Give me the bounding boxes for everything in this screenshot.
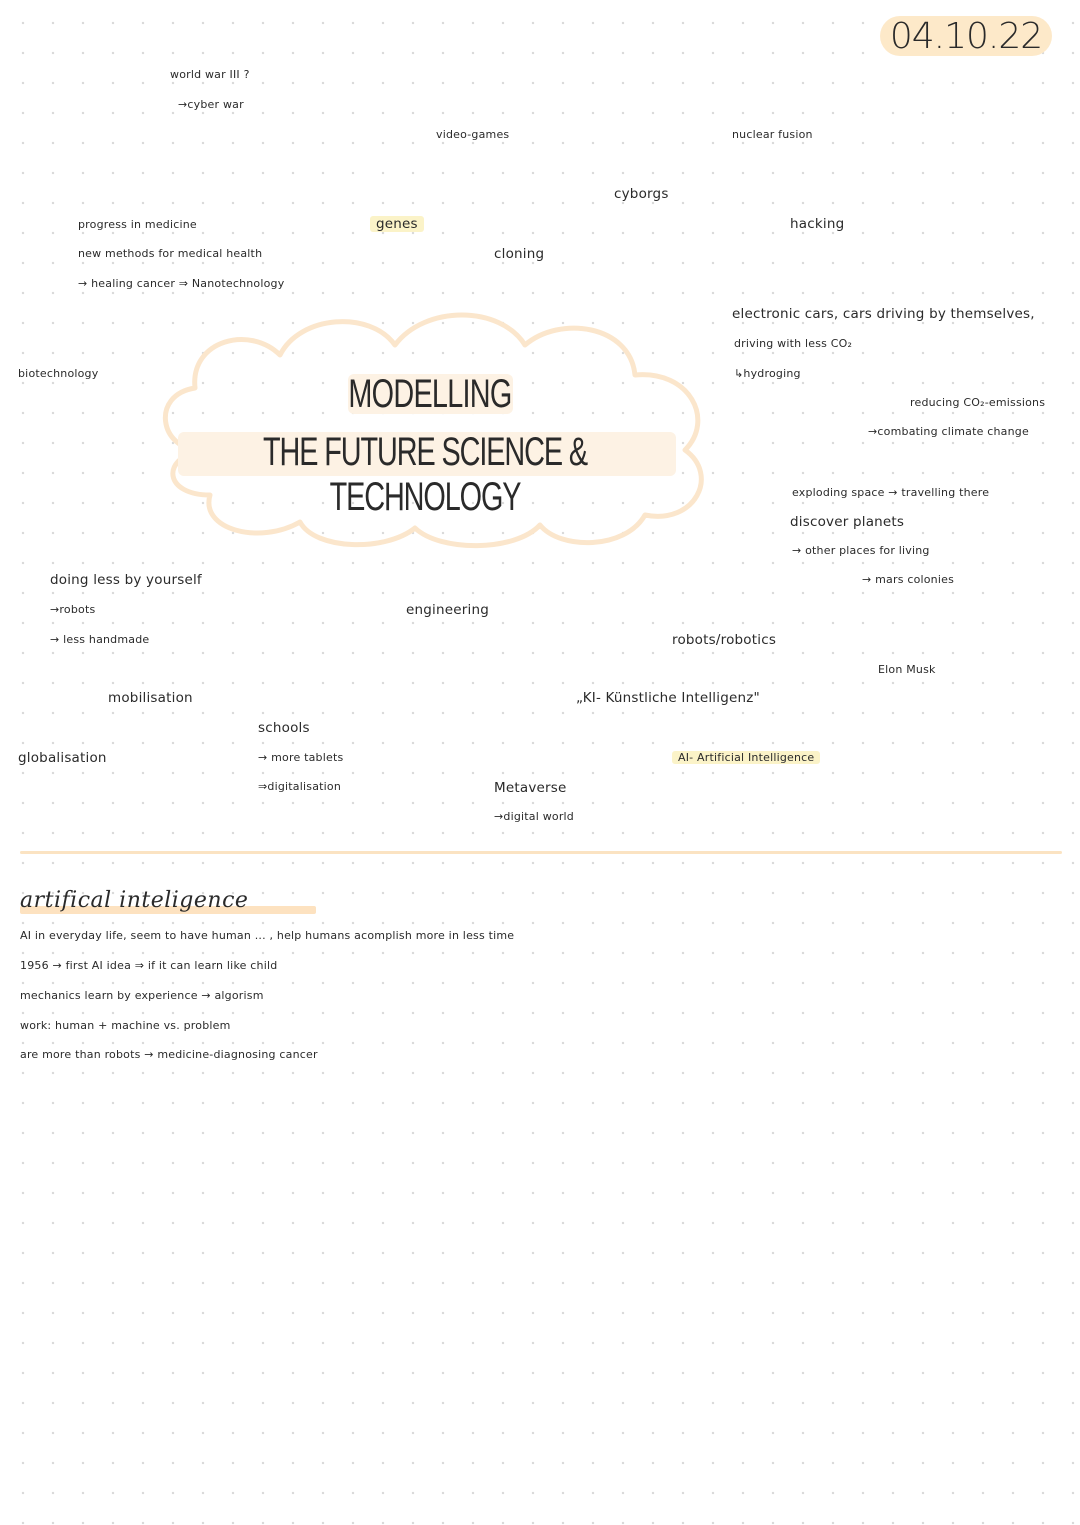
note-ai-label: AI- Artificial Intelligence [672,751,820,764]
note-mars-colonies: → mars colonies [862,573,955,586]
date-badge: 04.10.22 [880,16,1052,56]
note-exploding-space: exploding space → travelling there [792,486,990,499]
page-title-line-2: THE FUTURE SCIENCE & TECHNOLOGY [262,430,588,519]
ai-line: mechanics learn by experience → algorism [20,989,264,1002]
note-electronic-cars: electronic cars, cars driving by themselves, [732,306,1035,322]
note-biotechnology: biotechnology [18,367,99,380]
note-mobilisation: mobilisation [108,690,193,706]
note-metaverse: Metaverse [494,780,567,796]
note-nuclear-fusion: nuclear fusion [732,128,813,141]
note-doing-less: doing less by yourself [50,572,202,588]
note-cloning: cloning [494,246,545,262]
ai-line: are more than robots → medicine-diagnosing cancer [20,1048,318,1061]
page-title-line-1: MODELLING [348,372,512,416]
note-less-handmade: → less handmade [50,633,150,646]
note-reducing-co2: reducing CO₂-emissions [910,396,1046,409]
note-discover-planets: discover planets [790,514,905,530]
note-globalisation: globalisation [18,750,107,766]
note-hacking: hacking [790,216,845,232]
note-healing-cancer: → healing cancer ⇒ Nanotechnology [78,277,285,290]
note-cyber-war: →cyber war [178,98,244,111]
note-cyborgs: cyborgs [614,186,669,202]
note-new-methods: new methods for medical health [78,247,263,260]
ai-line: AI in everyday life, seem to have human ... , help humans acomplish more in less time [20,929,515,942]
note-world-war: world war III ? [170,68,250,81]
note-hydroging: ↳hydroging [734,367,801,380]
note-elon: Elon Musk [878,663,936,676]
section-divider [20,851,1062,854]
note-other-places: → other places for living [792,544,930,557]
note-video-games: video-games [436,128,510,141]
ai-line: 1956 → first AI idea ⇒ if it can learn like child [20,959,278,972]
note-more-tablets: → more tablets [258,751,344,764]
note-combating: →combating climate change [868,425,1029,438]
section-heading: artifical inteligence [20,888,249,913]
note-ki: „KI- Künstliche Intelligenz" [576,690,760,706]
note-robotics: robots/robotics [672,632,777,648]
note-genes: genes [370,216,424,232]
note-schools: schools [258,720,310,736]
note-progress-medicine: progress in medicine [78,218,197,231]
note-engineering: engineering [406,602,489,618]
note-digitalisation: ⇒digitalisation [258,780,342,793]
note-robots: →robots [50,603,96,616]
ai-line: work: human + machine vs. problem [20,1019,231,1032]
note-driving-co2: driving with less CO₂ [734,337,853,350]
note-digital-world: →digital world [494,810,574,823]
